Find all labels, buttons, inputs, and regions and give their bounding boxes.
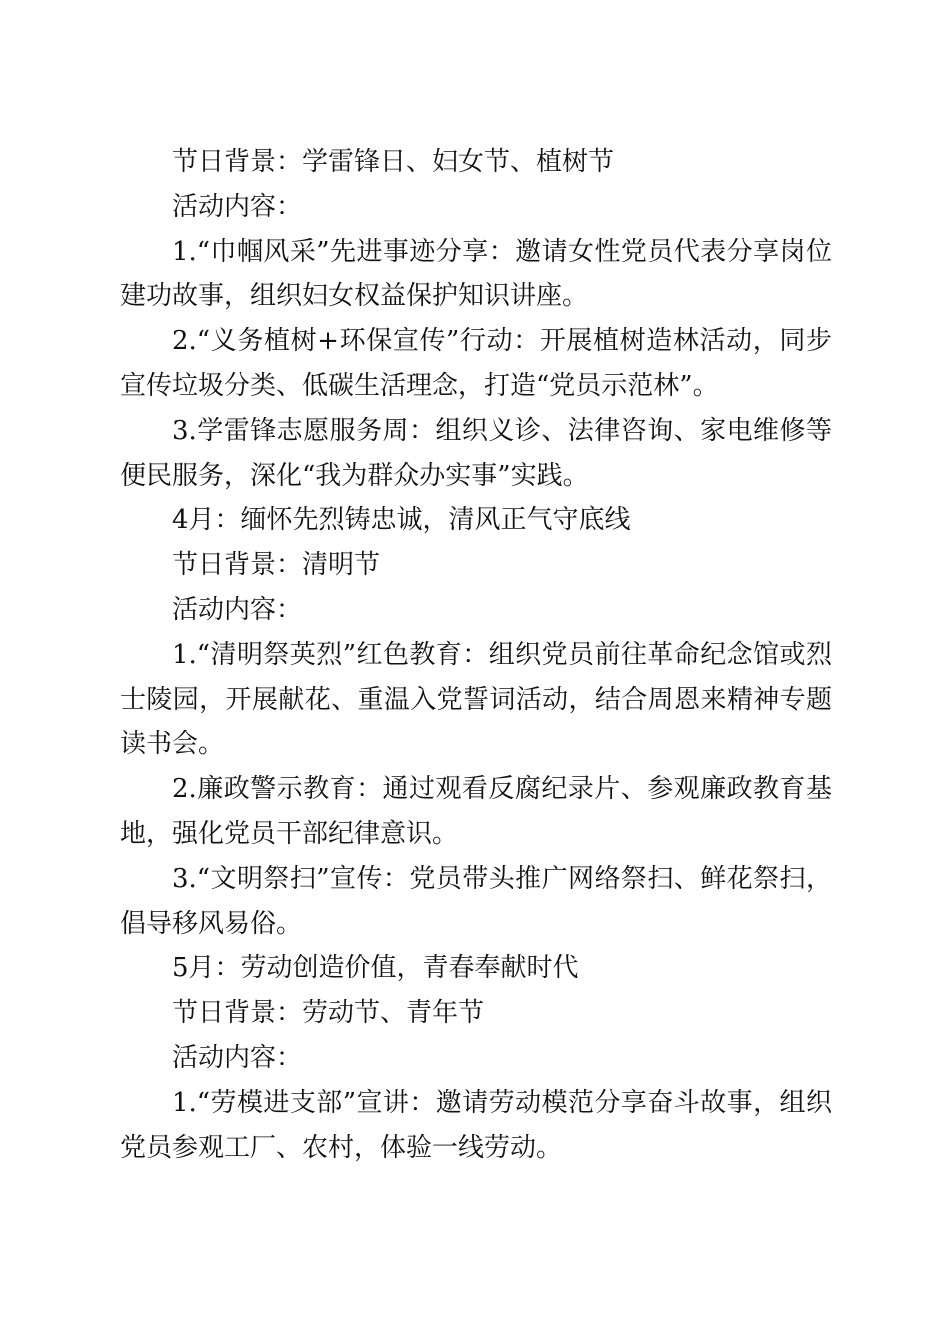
- document-body: [120, 140, 832, 1170]
- paragraph-activity-content-label: 活动内容：: [172, 1042, 303, 1073]
- paragraph-holiday-background-may: 节日背景：劳动节、青年节: [172, 998, 485, 1029]
- paragraph-item-2: 2.“义务植树+环保宣传”行动：开展植树造林活动，同步宣传垃圾分类、低碳生活理念，打造“党员示范林”。: [120, 326, 832, 401]
- paragraph-holiday-background-april: 节日背景：清明节: [172, 550, 381, 581]
- paragraph-item-1: 1.“清明祭英烈”红色教育：组织党员前往革命纪念馆或烈士陵园，开展献花、重温入党誓词活动，结合周恩来精神专题读书会。: [120, 639, 832, 760]
- paragraph-may-heading: 5月：劳动创造价值，青春奉献时代: [172, 953, 579, 984]
- paragraph-activity-content-label: 活动内容：: [172, 191, 303, 222]
- paragraph-item-1: 1.“劳模进支部”宣讲：邀请劳动模范分享奋斗故事，组织党员参观工厂、农村，体验一线劳动。: [120, 1087, 832, 1163]
- paragraph-activity-content-label: 活动内容：: [172, 594, 303, 625]
- paragraph-holiday-background-march: 节日背景：学雷锋日、妇女节、植树节: [172, 147, 615, 177]
- paragraph-item-2: 2.廉政警示教育：通过观看反腐纪录片、参观廉政教育基地，强化党员干部纪律意识。: [120, 774, 832, 849]
- paragraph-item-3: 3.“文明祭扫”宣传：党员带头推广网络祭扫、鲜花祭扫，倡导移风易俗。: [120, 863, 832, 939]
- paragraph-item-1: 1.“巾帼风采”先进事迹分享：邀请女性党员代表分享岗位建功故事，组织妇女权益保护知识讲座。: [120, 236, 832, 312]
- paragraph-april-heading: 4月：缅怀先烈铸忠诚，清风正气守底线: [172, 505, 631, 536]
- paragraph-item-3: 3.学雷锋志愿服务周：组织义诊、法律咨询、家电维修等便民服务，深化“我为群众办实事”实践。: [120, 415, 832, 491]
